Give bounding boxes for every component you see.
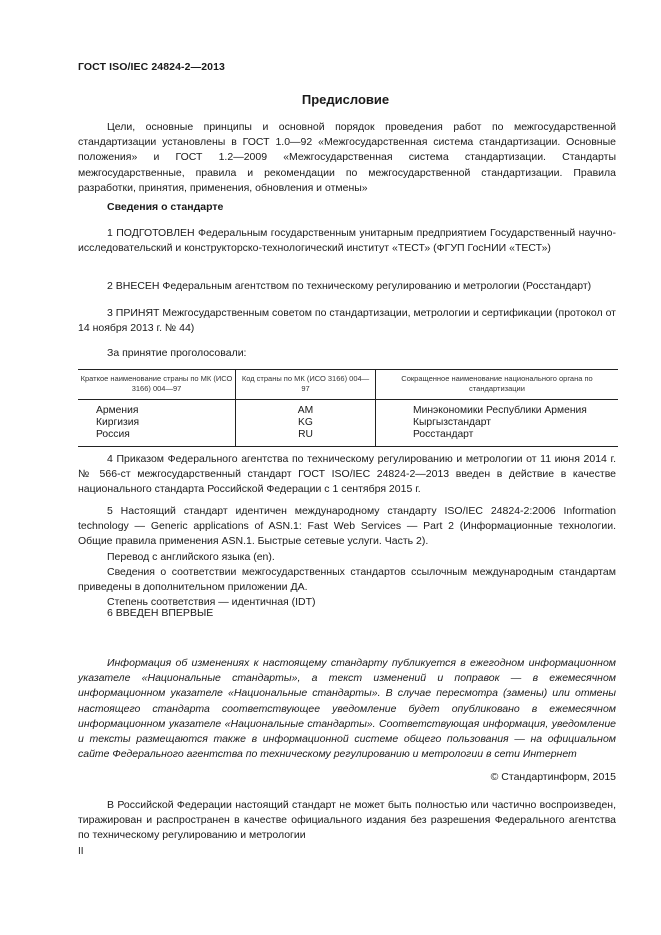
item-5-references: Сведения о соответствии межгосударственных стандартов ссылочным международным стандартам приведены в дополнительном приложении ДА. [78,565,616,594]
page-title: Предисловие [301,92,390,107]
votes-country-cell [78,400,236,447]
votes-intro-block [78,346,616,361]
page-number: II [78,846,84,857]
votes-table-header-country: Краткое наименование страны по МК (ИСО 3166) 004—97 [78,370,236,400]
country-name: Киргизия [96,417,140,428]
country-code: AM [297,405,314,416]
item-1-paragraph: 1 ПОДГОТОВЛЕН Федеральным государственным унитарным предприятием Государственный научно-исследовательский и конструкторско-технологический институт «ТЕСТ» (ФГУП ГосНИИ «ТЕСТ») [78,227,616,255]
item-3-paragraph: 3 ПРИНЯТ Межгосударственным советом по стандартизации, метрологии и сертификации (протокол от 14 ноября 2013 г. № 44) [78,307,616,335]
votes-table-row [78,400,618,447]
votes-table-header-body: Сокращенное наименование национального органа по стандартизации [376,370,619,400]
item-4-block [78,452,616,498]
votes-body-cell [376,400,619,447]
section-title: Сведения о стандарте [107,201,224,213]
item-6-paragraph: 6 ВВЕДЕН ВПЕРВЫЕ [107,607,214,619]
item-5-paragraph: 5 Настоящий стандарт идентичен международному стандарту ISO/IEC 24824-2:2006 Information technology — Generic applications of ASN.1: Fast Web Services — Part 2 (Информационные технологии. Общие правила применения ASN.1. Быстрые сетевые услуги. Часть 2). [78,505,616,548]
votes-table-header-code: Код страны по МК (ИСО 3166) 004—97 [236,370,376,400]
country-code: RU [298,429,313,440]
item-2-paragraph: 2 ВНЕСЕН Федеральным агентством по техническому регулированию и метрологии (Росстандарт) [107,280,592,292]
info-notice: Информация об изменениях к настоящему стандарту публикуется в ежегодном информационном указателе «Национальные стандарты», а текст изменений и поправок — в ежемесячном информационном указателе «Национальные стандарты». В случае пересмотра (замены) или отмены настоящего стандарта соответствующее уведомление будет опубликовано в ежемесячном информационном указателе «Национальные стандарты». Соответствующая информация, уведомление и тексты размещаются также в информационной системе общего пользования — на официальном сайте Федерального агентства по техническому регулированию и метрологии в сети Интернет [78,657,616,761]
item-3-block [78,306,616,336]
standards-body-name: Кыргызстандарт [413,417,492,428]
rights-notice-block [78,798,616,844]
standards-body-name: Росстандарт [413,429,474,440]
country-name: Россия [96,429,130,440]
item-5-degree: Степень соответствия — идентичная (IDT) [107,596,316,609]
info-notice-block [78,656,616,762]
intro-block [78,120,616,196]
item-5-block [78,504,616,610]
votes-code-cell [236,400,376,447]
votes-table-header-row [78,370,618,400]
votes-intro: За принятие проголосовали: [107,347,247,359]
votes-table [78,369,618,447]
country-code: KG [298,417,313,428]
intro-paragraph: Цели, основные принципы и основной порядок проведения работ по межгосударственной стандартизации установлены в ГОСТ 1.0—92 «Межгосударственная система стандартизации. Основные положения» и ГОСТ 1.2—2009 «Межгосударственная система стандартизации. Стандарты межгосударственные, правила и рекомендации по межгосударственной стандартизации. Правила разработки, принятия, применения, обновления и отмены» [78,121,616,194]
document-header: ГОСТ ISO/IEC 24824-2—2013 [78,61,225,73]
item-2-block [78,279,616,294]
copyright: © Стандартинформ, 2015 [490,771,616,783]
rights-notice: В Российской Федерации настоящий стандарт не может быть полностью или частично воспроизведен, тиражирован и распространен в качестве официального издания без разрешения Федерального агентства по техническому регулированию и метрологии [78,799,616,842]
item-1-block [78,226,616,256]
item-6-block [78,606,616,621]
standards-body-name: Минэкономики Республики Армения [413,405,587,416]
item-5-translation: Перевод с английского языка (en). [107,550,275,563]
item-4-paragraph: 4 Приказом Федерального агентства по техническому регулированию и метрологии от 11 июня 2014 г. № 566-ст межгосударственный стандарт ГОСТ ISO/IEC 24824-2—2013 введен в действие в качестве национального стандарта Российской Федерации с 1 сентября 2015 г. [78,453,616,496]
country-name: Армения [96,405,139,416]
